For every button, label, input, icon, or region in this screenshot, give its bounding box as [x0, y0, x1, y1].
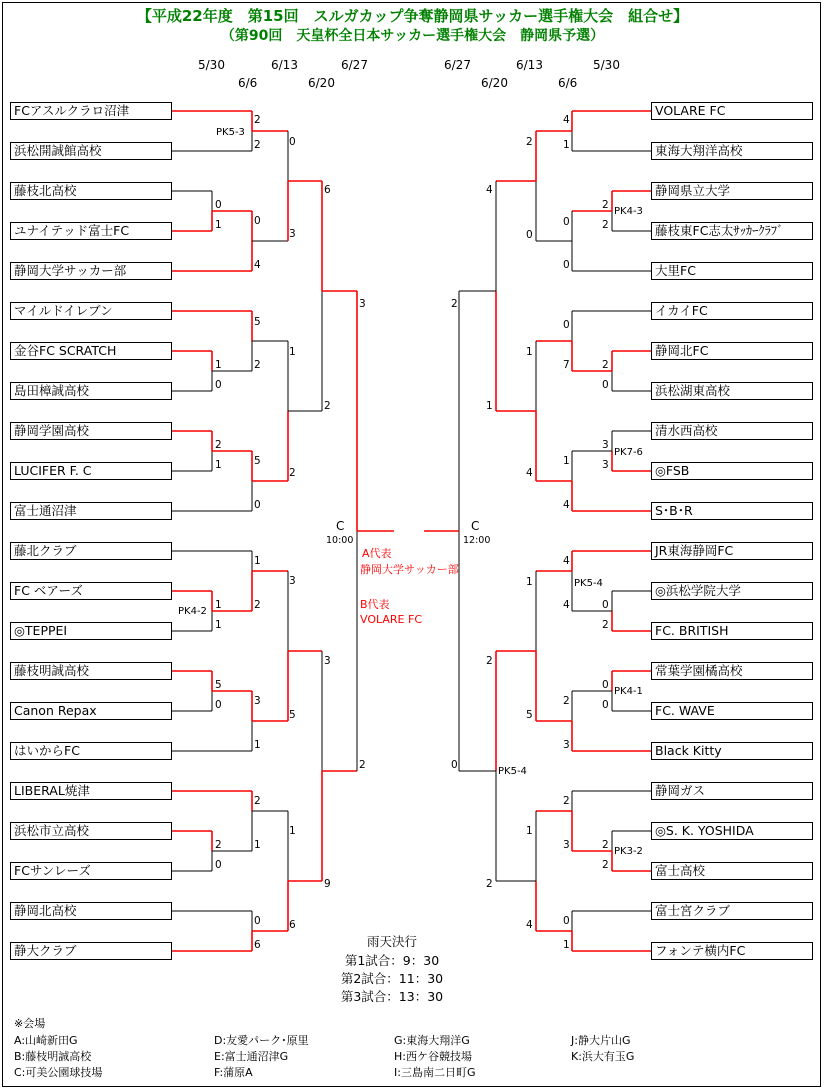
right-team: ◎FSB	[651, 462, 813, 480]
score: 1	[563, 939, 570, 951]
right-team: FC. WAVE	[651, 702, 813, 720]
right-team: 東海大翔洋高校	[651, 142, 813, 160]
score: 1	[289, 346, 296, 358]
pk-result: PK4-1	[614, 686, 643, 697]
left-team: 静岡学園高校	[10, 422, 172, 440]
score: 0	[563, 216, 570, 228]
score: 1	[563, 139, 570, 151]
score: 0	[602, 379, 609, 391]
score: 5	[254, 316, 261, 328]
score: 0	[563, 319, 570, 331]
right-team: JR東海静岡FC	[651, 542, 813, 560]
rain-heading: 雨天決行	[366, 934, 417, 949]
left-team: LIBERAL焼津	[10, 782, 172, 800]
score: 4	[563, 599, 570, 611]
left-team: 藤枝明誠高校	[10, 662, 172, 680]
date-right-r4: 6/20	[481, 76, 508, 90]
right-team: 大里FC	[651, 262, 813, 280]
score: 2	[563, 695, 570, 707]
score: 2	[602, 199, 609, 211]
score: 3	[289, 575, 296, 587]
score: 2	[602, 619, 609, 631]
score: 3	[602, 459, 609, 471]
score: 6	[289, 919, 296, 931]
right-team: ◎浜松学院大学	[651, 582, 813, 600]
score: 0	[254, 499, 261, 511]
left-team: 静岡北高校	[10, 902, 172, 920]
score: 2	[563, 795, 570, 807]
score: 2	[486, 655, 493, 667]
venue-item: C:可美公園球技場	[14, 1066, 103, 1079]
left-team: 静大クラブ	[10, 942, 172, 960]
score: 2	[324, 400, 331, 412]
score: 2	[602, 219, 609, 231]
b-rep-label: B代表	[360, 598, 390, 611]
left-team: ◎TEPPEI	[10, 622, 172, 640]
right-team: 常葉学園橘高校	[651, 662, 813, 680]
score: 2	[215, 839, 222, 851]
score: 0	[563, 915, 570, 927]
right-team: ◎S. K. YOSHIDA	[651, 822, 813, 840]
score: 1	[289, 825, 296, 837]
score: 3	[563, 739, 570, 751]
score: 0	[526, 229, 533, 241]
right-team: 富士宮クラブ	[651, 902, 813, 920]
right-team: FC. BRITISH	[651, 622, 813, 640]
score: 2	[254, 114, 261, 126]
venue-item: I:三島南二日町G	[394, 1066, 476, 1079]
date-left-r1: 5/30	[198, 58, 225, 72]
left-team: LUCIFER F. C	[10, 462, 172, 480]
venue-item: E:富士通沼津G	[214, 1050, 289, 1063]
score: 1	[526, 576, 533, 588]
rain-match-3: 第3試合：13：30	[340, 989, 444, 1004]
left-team: 静岡大学サッカー部	[10, 262, 172, 280]
left-team: FCアスルクラロ沼津	[10, 102, 172, 120]
score: 1	[526, 346, 533, 358]
left-team: Canon Repax	[10, 702, 172, 720]
right-team: Black Kitty	[651, 742, 813, 760]
left-final-time: 10:00	[326, 535, 354, 546]
score: 0	[254, 215, 261, 227]
sub-title: （第90回 天皇杯全日本サッカー選手権大会 静岡県予選）	[220, 28, 605, 44]
score: 1	[215, 599, 222, 611]
venue-heading: ※会場	[14, 1017, 46, 1030]
pk-result: PK4-3	[614, 206, 643, 217]
date-left-r4: 6/20	[308, 76, 335, 90]
score: 5	[254, 455, 261, 467]
a-rep-team: 静岡大学サッカー部	[360, 563, 459, 576]
venue-item: D:友愛パーク･原里	[214, 1034, 309, 1047]
score: 7	[563, 359, 570, 371]
score: 4	[526, 467, 533, 479]
date-right-sf: 6/27	[444, 58, 471, 72]
venue-item: B:藤枝明誠高校	[14, 1050, 92, 1063]
right-team: VOLARE FC	[651, 102, 813, 120]
venue-item: A:山崎新田G	[14, 1034, 78, 1047]
right-team: S･B･R	[651, 502, 813, 520]
score: 9	[324, 878, 331, 890]
right-final-time: 12:00	[463, 535, 491, 546]
venue-item: F:蒲原A	[214, 1066, 253, 1079]
pk-result: PK7-6	[614, 447, 643, 458]
left-team: ユナイテッド富士FC	[10, 222, 172, 240]
main-title: 【平成22年度 第15回 スルガカップ争奪静岡県サッカー選手権大会 組合せ】	[136, 7, 689, 25]
score: 2	[254, 359, 261, 371]
right-team: 静岡北FC	[651, 342, 813, 360]
score: 4	[254, 259, 261, 271]
right-team: 浜松湖東高校	[651, 382, 813, 400]
left-team: 藤北クラブ	[10, 542, 172, 560]
score: 1	[486, 400, 493, 412]
date-left-sf: 6/27	[341, 58, 368, 72]
score: 5	[526, 709, 533, 721]
left-team: 浜松開誠館高校	[10, 142, 172, 160]
score: 0	[215, 859, 222, 871]
score: 1	[215, 459, 222, 471]
left-team: はいからFC	[10, 742, 172, 760]
score: 5	[215, 679, 222, 691]
score: 3	[563, 839, 570, 851]
rain-match-2: 第2試合：11：30	[340, 971, 444, 986]
score: 2	[359, 759, 366, 771]
score: 4	[563, 499, 570, 511]
score: 0	[289, 136, 296, 148]
score: 5	[289, 709, 296, 721]
score: 1	[215, 359, 222, 371]
pk-result: PK5-3	[216, 127, 245, 138]
score: 6	[254, 939, 261, 951]
date-right-r1: 5/30	[593, 58, 620, 72]
score: 0	[254, 915, 261, 927]
b-rep-team: VOLARE FC	[360, 613, 422, 626]
right-team: 静岡県立大学	[651, 182, 813, 200]
score: 2	[254, 599, 261, 611]
left-team: 島田樟誠高校	[10, 382, 172, 400]
score: 0	[215, 199, 222, 211]
score: 2	[602, 859, 609, 871]
left-team: FCサンレーズ	[10, 862, 172, 880]
score: 2	[602, 359, 609, 371]
score: 3	[359, 298, 366, 310]
left-team: 富士通沼津	[10, 502, 172, 520]
pk-result: PK5-4	[574, 578, 603, 589]
left-team: マイルドイレブン	[10, 302, 172, 320]
score: 2	[526, 136, 533, 148]
a-rep-label: A代表	[362, 547, 392, 560]
right-team: イカイFC	[651, 302, 813, 320]
score: 2	[215, 439, 222, 451]
score: 0	[602, 679, 609, 691]
pk-result: PK4-2	[178, 606, 207, 617]
date-left-r2: 6/6	[238, 76, 258, 90]
score: 3	[254, 695, 261, 707]
score: 0	[451, 759, 458, 771]
pk-result: PK3-2	[614, 846, 643, 857]
score: 1	[563, 455, 570, 467]
score: 4	[563, 114, 570, 126]
score: 2	[289, 467, 296, 479]
left-team: 金谷FC SCRATCH	[10, 342, 172, 360]
right-team: 静岡ガス	[651, 782, 813, 800]
score: 1	[215, 219, 222, 231]
score: 0	[215, 699, 222, 711]
venue-item: H:西ケ谷競技場	[394, 1050, 472, 1063]
score: 0	[563, 259, 570, 271]
right-team: 富士高校	[651, 862, 813, 880]
right-final-venue: C	[471, 519, 480, 533]
score: 2	[254, 139, 261, 151]
left-final-venue: C	[336, 519, 345, 533]
score: 0	[602, 599, 609, 611]
score: 3	[324, 655, 331, 667]
right-team: 藤枝東FC志太ｻｯｶｰｸﾗﾌﾞ	[651, 222, 813, 240]
venue-item: J:静大片山G	[571, 1034, 631, 1047]
score: 4	[486, 184, 493, 196]
score: 2	[254, 795, 261, 807]
score: 4	[563, 555, 570, 567]
venue-item: K:浜大有玉G	[571, 1050, 635, 1063]
score: 3	[289, 228, 296, 240]
left-team: 藤枝北高校	[10, 182, 172, 200]
score: 4	[526, 919, 533, 931]
score: 1	[254, 739, 261, 751]
score: 3	[602, 439, 609, 451]
score: 1	[215, 619, 222, 631]
rain-match-1: 第1試合：9：30	[344, 953, 440, 968]
pk-result: PK5-4	[498, 766, 527, 777]
score: 2	[451, 298, 458, 310]
right-team: 清水西高校	[651, 422, 813, 440]
score: 6	[324, 184, 331, 196]
date-right-r3: 6/13	[516, 58, 543, 72]
score: 0	[602, 699, 609, 711]
score: 1	[254, 839, 261, 851]
score: 0	[215, 379, 222, 391]
score: 1	[526, 825, 533, 837]
date-right-r2: 6/6	[558, 76, 578, 90]
date-left-r3: 6/13	[271, 58, 298, 72]
venue-item: G:東海大翔洋G	[394, 1034, 470, 1047]
score: 2	[486, 878, 493, 890]
right-team: フォンテ横内FC	[651, 942, 813, 960]
score: 2	[602, 839, 609, 851]
left-team: FC ベアーズ	[10, 582, 172, 600]
score: 1	[254, 555, 261, 567]
left-team: 浜松市立高校	[10, 822, 172, 840]
